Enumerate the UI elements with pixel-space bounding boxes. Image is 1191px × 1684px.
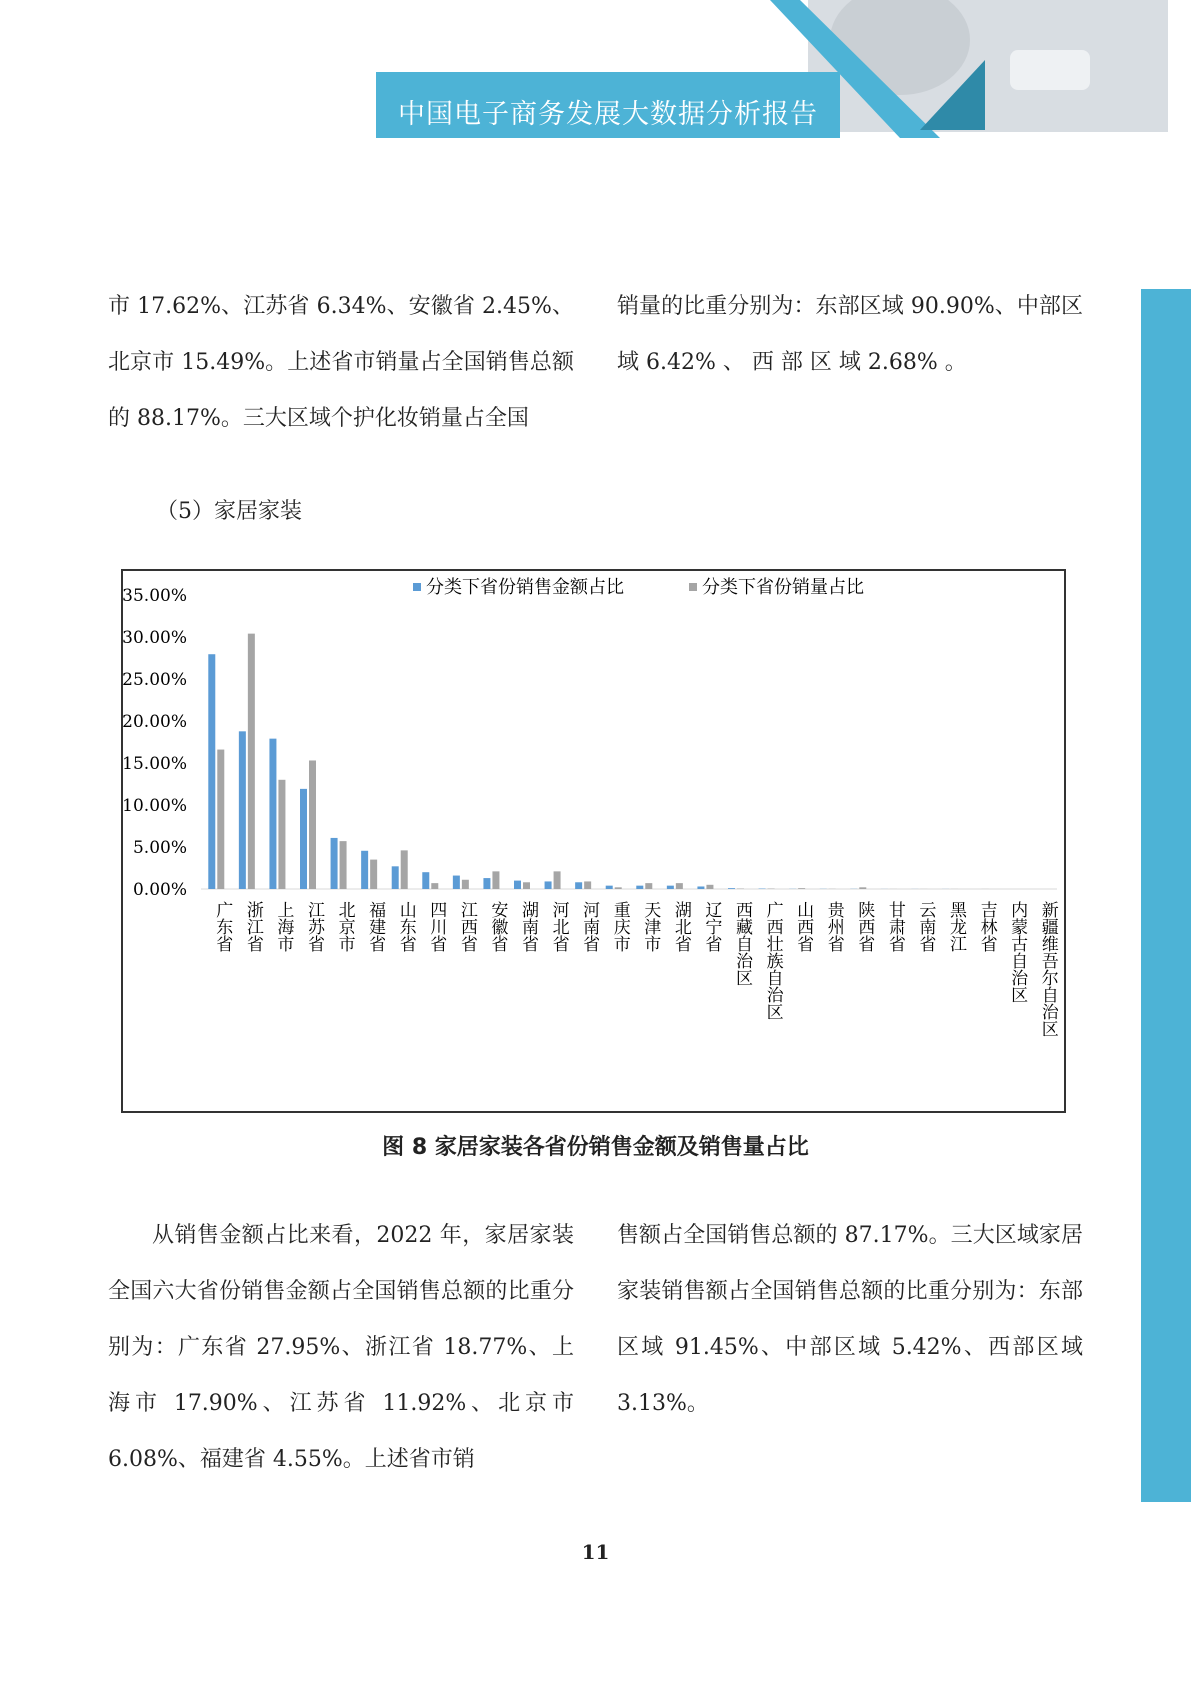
bars [208,634,988,889]
x-tick-label: 广东省 [212,901,233,952]
bar-volume-13 [615,887,622,889]
x-tick-label: 河北省 [548,901,569,952]
bar-amount-6 [392,866,399,889]
bar-amount-13 [606,886,613,889]
bar-volume-6 [401,850,408,889]
top-text-left: 市 17.62%、江苏省 6.34%、安徽省 2.45%、北京市 15.49%。上述省市销量占全国销售总额的 88.17%。三大区域个护化妆销量占全国 [108,294,574,431]
bar-chart [123,571,1064,1111]
x-tick-label: 内蒙古自治区 [1007,901,1028,1003]
bar-volume-9 [492,871,499,889]
bar-volume-3 [309,760,316,889]
header-title: 中国电子商务发展大数据分析报告 [398,99,818,130]
y-tick-label: 35.00% [123,586,187,606]
y-axis [123,586,1057,900]
x-tick-label: 重庆市 [609,901,630,952]
bar-volume-5 [370,860,377,889]
x-tick-label: 江苏省 [304,901,324,952]
side-accent-bar [1141,289,1191,1502]
bar-amount-14 [636,886,643,889]
top-text-right: 销量的比重分别为：东部区域 90.90%、中部区 域 6.42% 、 西 部 区 域 2.68% 。 [617,294,1083,375]
legend-swatch-series-1 [413,583,421,591]
x-tick-label: 甘肃省 [884,901,905,952]
x-tick-label: 江西省 [456,901,477,952]
y-tick-label: 5.00% [132,838,187,858]
bar-volume-4 [340,841,347,889]
legend-swatch-series-2 [689,583,697,591]
x-axis-labels [212,900,1058,1037]
y-tick-label: 10.00% [123,796,187,816]
x-tick-label: 四川省 [426,901,447,952]
bar-volume-11 [554,871,561,889]
bar-amount-2 [269,739,276,889]
bar-amount-10 [514,881,521,889]
bar-amount-17 [728,888,735,889]
x-tick-label: 云南省 [915,901,936,952]
x-tick-label: 广西壮族自治区 [762,901,783,1020]
bar-volume-21 [859,887,866,889]
bar-amount-4 [331,838,338,889]
figure-caption: 图 8 家居家装各省份销售金额及销售量占比 [382,1135,809,1160]
x-tick-label: 浙江省 [242,901,263,952]
bar-volume-8 [462,880,469,889]
x-tick-label: 上海市 [273,901,294,952]
bar-volume-15 [676,883,683,889]
top-text-right-column [617,279,1083,391]
legend-label-series-2: 分类下省份销量占比 [702,577,864,598]
x-tick-label: 辽宁省 [701,901,722,952]
bar-amount-15 [667,886,674,889]
bar-volume-19 [798,888,805,889]
y-tick-label: 30.00% [123,628,187,648]
bar-volume-0 [217,750,224,889]
x-tick-label: 新疆维吾尔自治区 [1037,901,1058,1037]
x-tick-label: 贵州省 [823,901,844,952]
bar-volume-16 [706,885,713,889]
bottom-text-right: 售额占全国销售总额的 87.17%。三大区域家居家装销售额占全国销售总额的比重分别为：东部区域 91.45%、中部区域 5.42%、西部区域 3.13%。 [617,1223,1083,1416]
bar-volume-1 [248,634,255,889]
x-tick-label: 福建省 [365,901,386,952]
legend-label-series-1: 分类下省份销售金额占比 [426,577,624,598]
x-tick-label: 吉林省 [976,901,997,952]
bar-amount-16 [697,886,704,889]
bottom-text-left-column [108,1208,574,1488]
y-tick-label: 25.00% [123,670,187,690]
bar-volume-14 [645,883,652,889]
bar-amount-11 [545,881,552,889]
bar-amount-0 [208,654,215,889]
page-number: 11 [581,1540,610,1564]
x-tick-label: 安徽省 [487,901,508,952]
bar-volume-12 [584,881,591,889]
y-tick-label: 20.00% [123,712,187,732]
top-text-left-column [108,279,574,447]
legend [413,577,864,598]
x-tick-label: 山西省 [793,901,814,952]
y-tick-label: 0.00% [132,880,187,900]
x-tick-label: 河南省 [579,901,600,952]
x-tick-label: 湖南省 [518,901,538,952]
x-tick-label: 黑龙江 [946,901,966,952]
bar-amount-3 [300,789,307,889]
bar-amount-9 [483,878,490,889]
bar-amount-12 [575,882,582,889]
header-photo-device [1010,50,1090,90]
x-tick-label: 湖北省 [670,901,691,952]
x-tick-label: 北京市 [334,901,355,952]
bar-volume-10 [523,882,530,889]
chart-frame [121,569,1066,1113]
bottom-text-left: 从销售金额占比来看，2022 年，家居家装全国六大省份销售金额占全国销售总额的比重分别为：广东省 27.95%、浙江省 18.77%、上海市 17.90%、江苏省 11.92%、北京市 6.08%、福建省 4.55%。上述省市销 [108,1223,574,1472]
bar-amount-1 [239,731,246,889]
x-tick-label: 陕西省 [854,901,875,952]
bar-volume-2 [278,780,285,889]
bar-amount-5 [361,851,368,889]
x-tick-label: 西藏自治区 [732,901,752,986]
section-heading: （5）家居家装 [156,499,302,524]
x-tick-label: 山东省 [395,901,416,952]
bar-amount-7 [422,872,429,889]
x-tick-label: 天津市 [640,901,661,952]
bottom-text-right-column [617,1208,1083,1432]
y-tick-label: 15.00% [123,754,187,774]
bar-amount-8 [453,876,460,889]
bar-volume-7 [431,883,438,889]
